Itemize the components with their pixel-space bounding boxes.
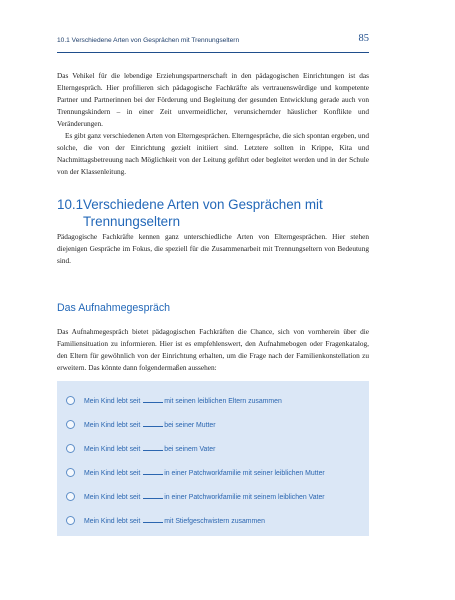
option-suffix: in einer Patchworkfamilie mit seiner leiblichen Mutter	[164, 470, 325, 477]
section-title-line2: Trennungseltern	[83, 214, 181, 229]
option-suffix: bei seiner Mutter	[164, 422, 216, 429]
radio-circle-icon[interactable]	[66, 492, 75, 501]
fill-in-blank	[143, 492, 163, 499]
option-text	[84, 420, 216, 430]
body-paragraph: Pädagogische Fachkräfte kennen ganz unterschiedliche Arten von Elterngesprächen. Hier stehen diejenigen Gespräche im Fokus, die speziell für die Zusammenarbeit mit Trennungseltern von Bedeutung sind.	[57, 232, 369, 266]
option-text	[84, 468, 325, 478]
radio-circle-icon[interactable]	[66, 396, 75, 405]
option-prefix: Mein Kind lebt seit	[84, 518, 141, 525]
running-header-title: 10.1 Verschiedene Arten von Gesprächen mit Trennungseltern	[57, 37, 240, 44]
option-prefix: Mein Kind lebt seit	[84, 470, 141, 477]
option-text	[84, 444, 215, 454]
questionnaire-box	[57, 381, 369, 536]
fill-in-blank	[143, 420, 163, 427]
option-prefix: Mein Kind lebt seit	[84, 446, 141, 453]
section-number: 10.1	[57, 197, 84, 212]
fill-in-blank	[143, 468, 163, 475]
section-title-line1: Verschiedene Arten von Gesprächen mit	[83, 197, 323, 212]
radio-circle-icon[interactable]	[66, 516, 75, 525]
option-text	[84, 396, 282, 406]
option-text	[84, 516, 265, 526]
option-prefix: Mein Kind lebt seit	[84, 398, 141, 405]
fill-in-blank	[143, 444, 163, 451]
option-text	[84, 492, 325, 502]
fill-in-blank	[143, 516, 163, 523]
section-heading	[57, 196, 377, 230]
body-paragraph: Es gibt ganz verschiedenen Arten von Elterngesprächen. Elterngespräche, die sich spontan ergeben, und solche, die von der Einrichtung gezielt initiiert sind. Letztere sollten in Krippe, Kita und Nachmittagsbetreuung nach Möglichkeit von der Leitung geführt oder begleitet werden und in der Schule von der Klassenleitung.	[57, 131, 369, 177]
radio-circle-icon[interactable]	[66, 444, 75, 453]
body-paragraph: Das Aufnahmegespräch bietet pädagogischen Fachkräften die Chance, sich von vornherein über die Familiensituation zu informieren. Hier ist es empfehlenswert, den Aufnahmebogen oder Fragenkatalog, den Eltern für gewöhnlich von der Einrichtung erhalten, um die Frage nach der Familienkonstellation zu erweitern. Das könnte dann folgendermaßen aussehen:	[57, 327, 369, 373]
body-paragraph: Das Vehikel für die lebendige Erziehungspartnerschaft in den pädagogischen Einrichtungen ist das Elterngespräch. Hier profilieren sich pädagogische Fachkräfte als vertrauenswürdige und kompetente Partner und Partnerinnen bei der Förderung und Begleitung der gesunden Entwicklung gerade auch von Trennungskindern – in einer Zeit unvermeidlicher, verunsichernder häuslicher Konflikte und Veränderungen.	[57, 71, 369, 129]
radio-circle-icon[interactable]	[66, 468, 75, 477]
option-prefix: Mein Kind lebt seit	[84, 422, 141, 429]
option-prefix: Mein Kind lebt seit	[84, 494, 141, 501]
option-suffix: in einer Patchworkfamilie mit seinem leiblichen Vater	[164, 494, 325, 501]
page-number: 85	[358, 33, 369, 44]
subsection-heading: Das Aufnahmegespräch	[57, 302, 171, 314]
option-suffix: bei seinem Vater	[164, 446, 216, 453]
option-suffix: mit seinen leiblichen Eltern zusammen	[164, 398, 282, 405]
fill-in-blank	[143, 396, 163, 403]
radio-circle-icon[interactable]	[66, 420, 75, 429]
running-header	[57, 34, 369, 53]
option-suffix: mit Stiefgeschwistern zusammen	[164, 518, 265, 525]
